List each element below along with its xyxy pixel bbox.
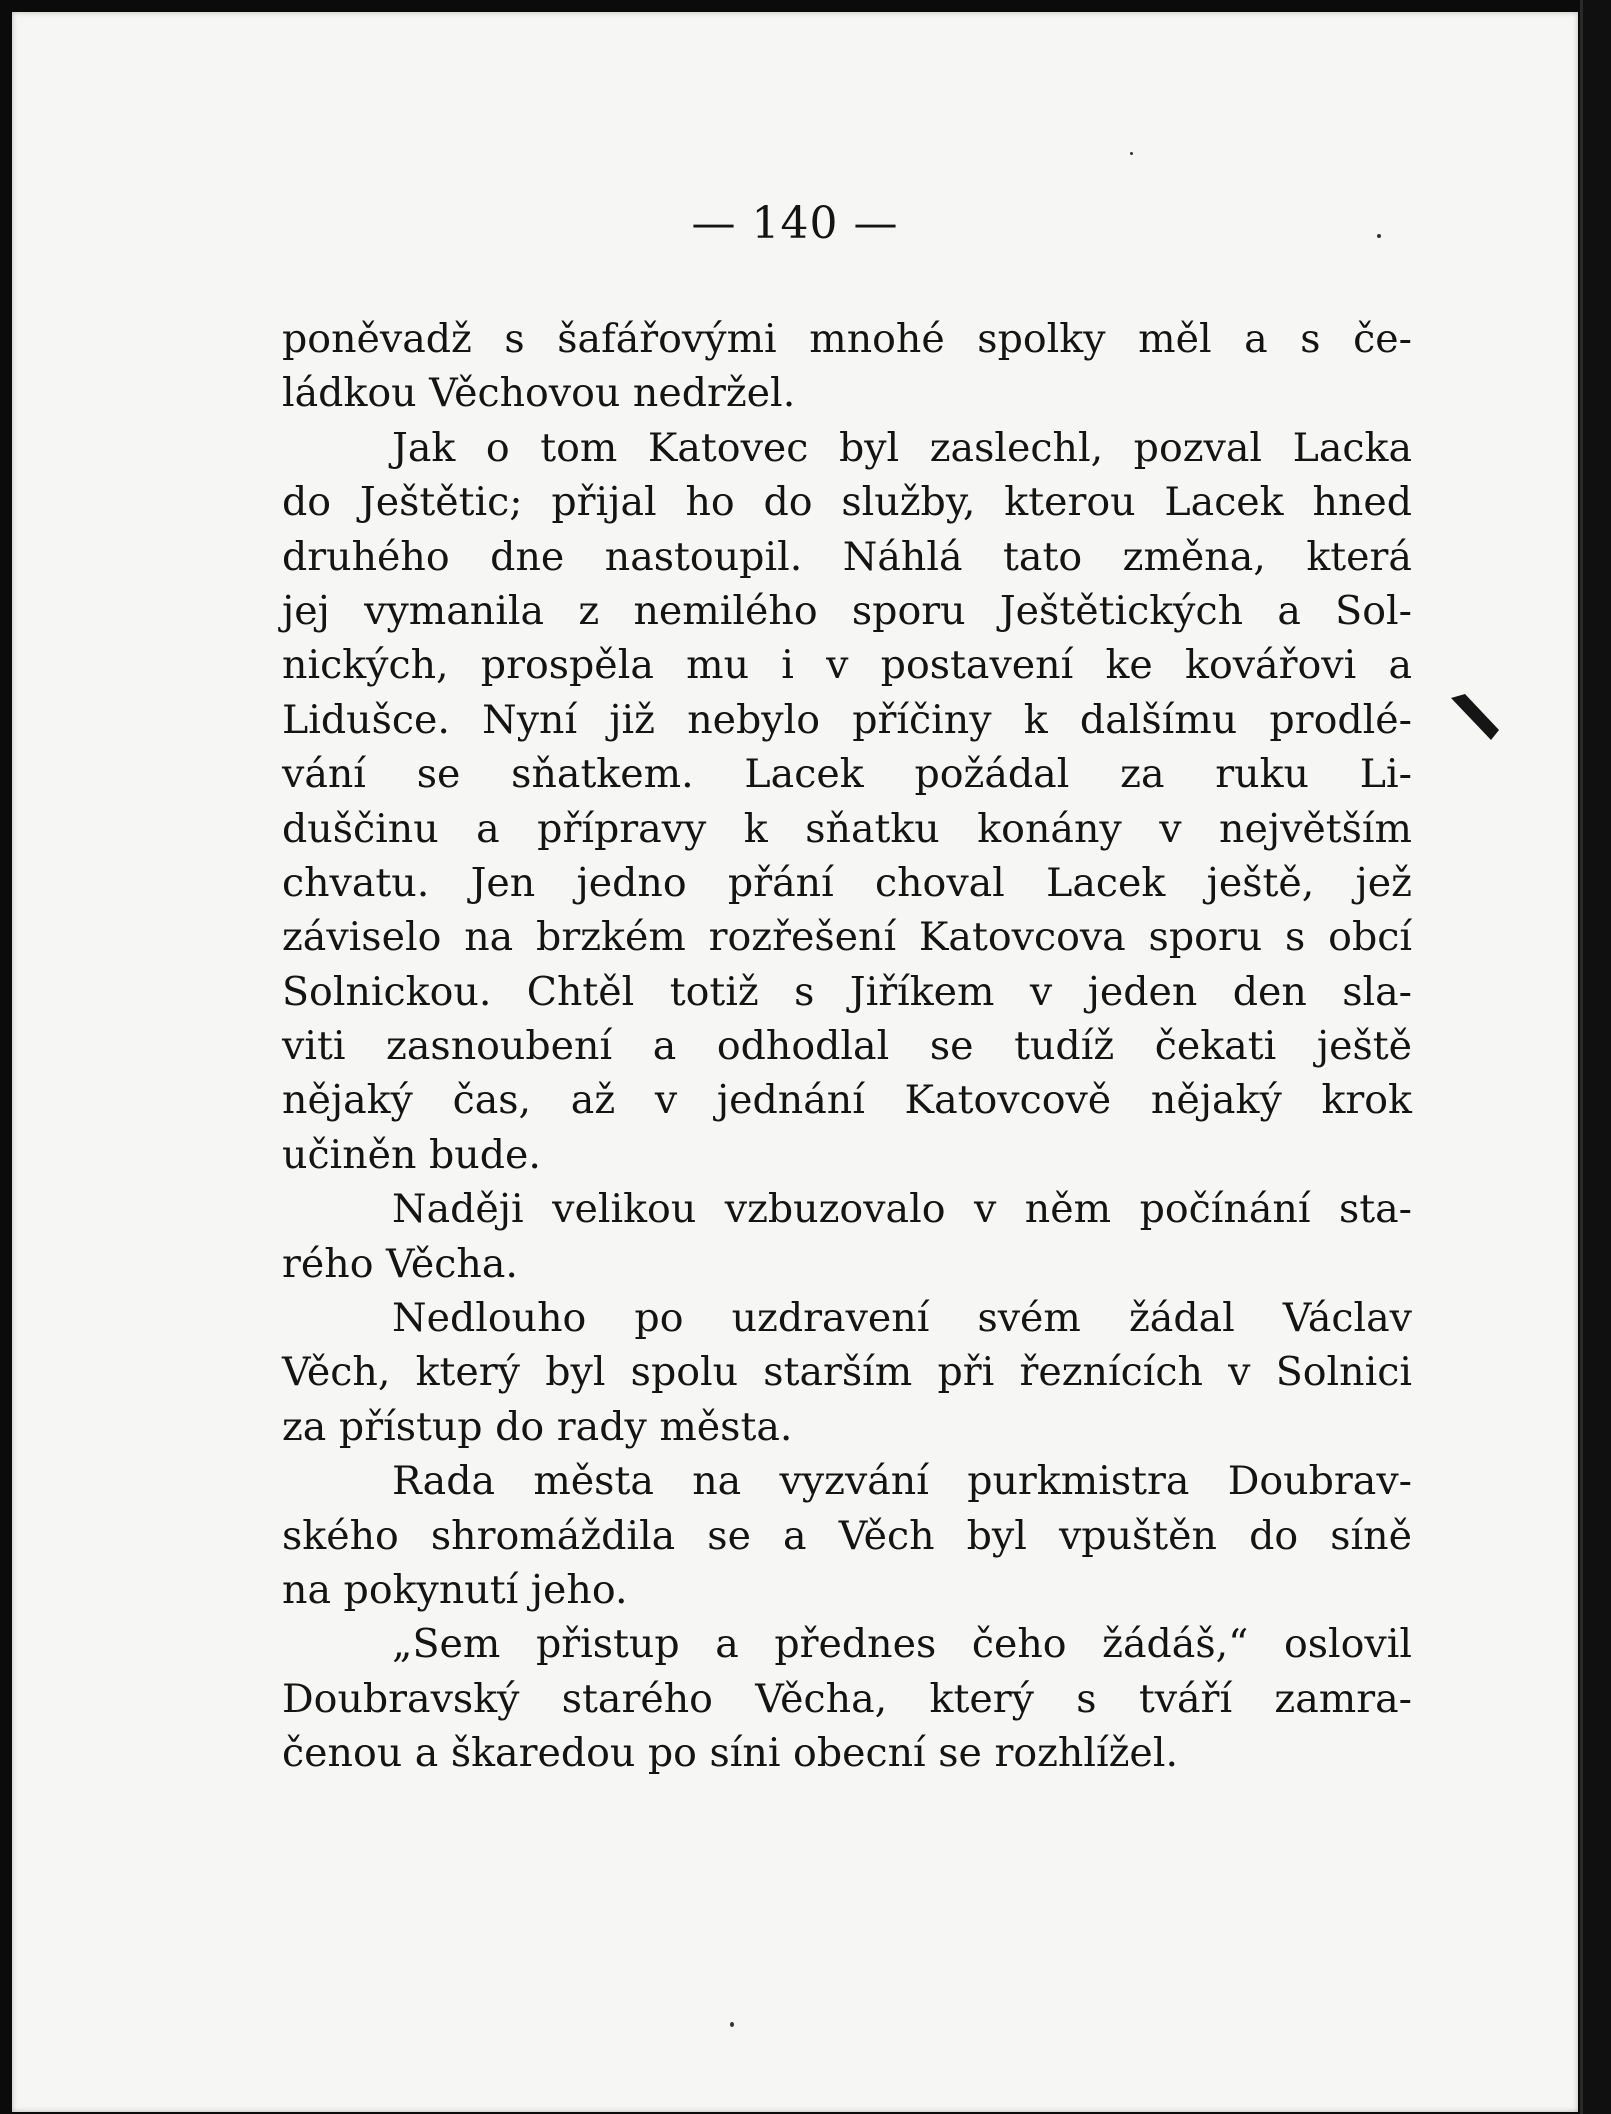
text-line: Jak o tom Katovec byl zaslechl, pozval Lacka [392,424,1412,471]
text-line: záviselo na brzkém rozřešení Katovcova sporu s obcí [282,914,1412,961]
text-line: Věch, který byl spolu starším při řeznících v Solnici [282,1349,1412,1396]
dust-speck [1130,152,1133,155]
text-line: nických, prospěla mu i v postavení ke kovářovi a [282,642,1412,689]
text-line: učiněn bude. [282,1131,541,1178]
text-line: poněvadž s šafářovými mnohé spolky měl a s če- [282,316,1412,362]
text-line: ského shromáždila se a Věch byl vpuštěn do síně [282,1512,1412,1559]
page-number: — 140 — [691,198,899,249]
text-line: nějaký čas, až v jednání Katovcově nějaký krok [282,1077,1412,1124]
text-line: Solnickou. Chtěl totiž s Jiříkem v jeden den sla- [282,968,1412,1015]
text-line: chvatu. Jen jedno přání choval Lacek ještě, jež [282,859,1412,906]
dust-speck [730,2022,734,2027]
text-line: „Sem přistup a přednes čeho žádáš,“ oslovil [392,1621,1412,1668]
ink-mark [1447,692,1503,742]
text-line: jej vymanila z nemilého sporu Ještětických a Sol- [282,587,1412,634]
text-line: čenou a škaredou po síni obecní se rozhlížel. [282,1730,1179,1777]
text-line: duščinu a přípravy k sňatku konány v největším [282,805,1412,852]
text-line: vání se sňatkem. Lacek požádal za ruku Li- [282,751,1412,798]
book-page [12,12,1578,2112]
text-line: za přístup do rady města. [282,1403,793,1450]
text-line: Nedlouho po uzdravení svém žádal Václav [392,1295,1412,1342]
text-line: Lidušce. Nyní již nebylo příčiny k dalšímu prodlé- [282,696,1412,743]
text-line: ládkou Věchovou nedržel. [282,370,796,417]
text-line: viti zasnoubení a odhodlal se tudíž čekati ještě [282,1023,1412,1070]
text-line: Rada města na vyzvání purkmistra Doubrav- [392,1458,1412,1505]
body-text [282,312,1412,1781]
scan-edge-strip [1580,0,1611,2114]
text-line: Naději velikou vzbuzovalo v něm počínání sta- [392,1186,1412,1233]
text-line: druhého dne nastoupil. Náhlá tato změna, která [282,533,1412,580]
dust-speck [1377,234,1381,238]
text-line: do Ještětic; přijal ho do služby, kterou Lacek hned [282,479,1412,526]
text-line: Doubravský starého Věcha, který s tváří zamra- [282,1675,1412,1722]
text-line: na pokynutí jeho. [282,1566,628,1613]
text-line: rého Věcha. [282,1240,518,1287]
